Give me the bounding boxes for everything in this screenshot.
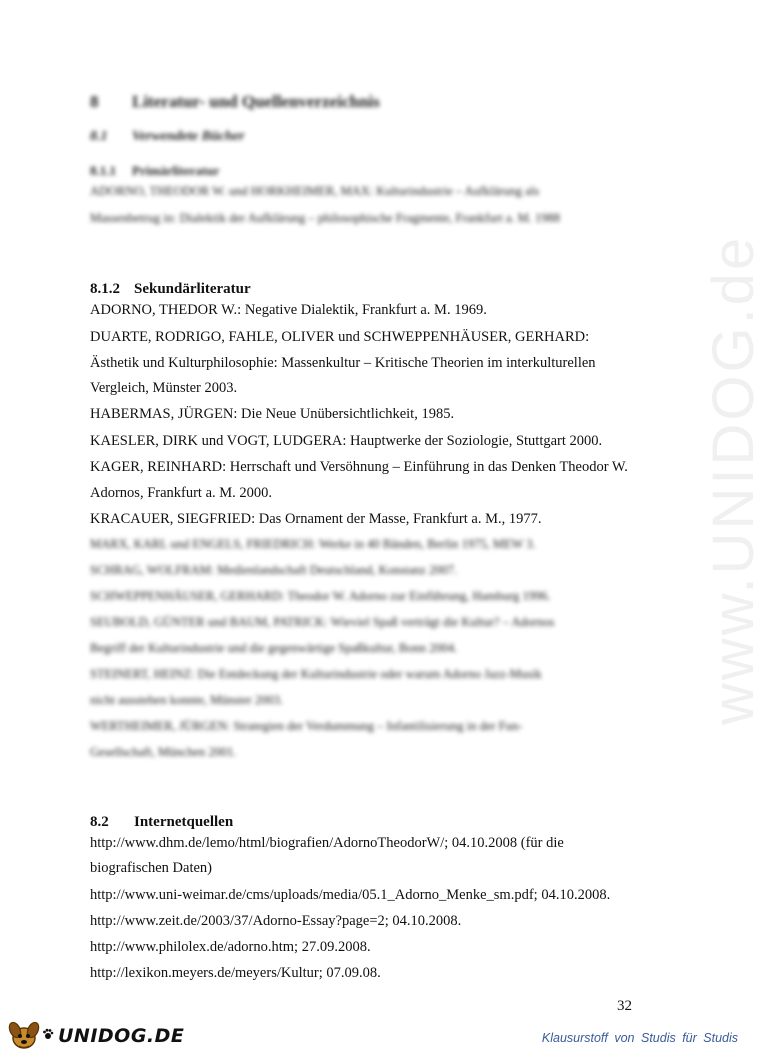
blurred-entry: STEINERT, HEINZ: Die Entdeckung der Kulturindustrie oder warum Adorno Jazz-Musik xyxy=(90,667,542,681)
internet-source: http://www.uni-weimar.de/cms/uploads/media/05.1_Adorno_Menke_sm.pdf; 04.10.2008. xyxy=(90,887,611,903)
footer-logo xyxy=(6,1016,184,1056)
heading-number: 8 xyxy=(90,92,99,111)
bibliography-entry: Ästhetik und Kulturphilosophie: Massenkultur – Kritische Theorien im interkulturellen xyxy=(90,355,596,371)
bibliography-entry: Adornos, Frankfurt a. M. 2000. xyxy=(90,485,273,501)
bibliography-entry: KAGER, REINHARD: Herrschaft und Versöhnung – Einführung in das Denken Theodor W. xyxy=(90,459,628,475)
blurred-entry: SCHWEPPENHÄUSER, GERHARD: Theodor W. Adorno zur Einführung, Hamburg 1996. xyxy=(90,589,551,603)
bibliography-entry: ADORNO, THEDOR W.: Negative Dialektik, Frankfurt a. M. 1969. xyxy=(90,302,487,318)
bibliography-entry: Vergleich, Münster 2003. xyxy=(90,380,238,396)
primary-number: 8.1.1 xyxy=(90,163,116,178)
heading-internet xyxy=(90,814,233,831)
heading-secondary xyxy=(90,281,251,298)
blurred-entry: WERTHEIMER, JÜRGEN: Strategien der Verdummung – Infantilisierung in der Fun- xyxy=(90,719,523,733)
secondary-title: Sekundärliteratur xyxy=(134,281,251,297)
blurred-entry: Gesellschaft, München 2001. xyxy=(90,745,237,759)
primary-line: Massenbetrug in: Dialektik der Aufklärung – philosophische Fragmente, Frankfurt a. M. 1988 xyxy=(90,211,561,225)
bibliography-entry: KAESLER, DIRK und VOGT, LUDGERA: Hauptwerke der Soziologie, Stuttgart 2000. xyxy=(90,433,603,449)
internet-title: Internetquellen xyxy=(134,814,234,830)
internet-source: http://www.zeit.de/2003/37/Adorno-Essay?page=2; 04.10.2008. xyxy=(90,913,462,929)
logo-text: UNIDOG.DE xyxy=(58,1025,185,1047)
blurred-entry: SCHRAG, WOLFRAM: Medienlandschaft Deutschland, Konstanz 2007. xyxy=(90,563,458,577)
blurred-entry: Begriff der Kulturindustrie und die gegenwärtige Spaßkultur, Bonn 2004. xyxy=(90,641,458,655)
bibliography-entry: HABERMAS, JÜRGEN: Die Neue Unübersichtlichkeit, 1985. xyxy=(90,406,455,422)
internet-source: biografischen Daten) xyxy=(90,860,212,876)
watermark-text: www.UNIDOG.de xyxy=(701,234,766,725)
subheading-books xyxy=(90,129,244,145)
heading-title: Literatur- und Quellenverzeichnis xyxy=(132,92,380,111)
heading-primary xyxy=(90,163,219,179)
bibliography-entry: KRACAUER, SIEGFRIED: Das Ornament der Masse, Frankfurt a. M., 1977. xyxy=(90,511,542,527)
bibliography-entry: DUARTE, RODRIGO, FAHLE, OLIVER und SCHWEPPENHÄUSER, GERHARD: xyxy=(90,329,590,345)
subheading-title: Verwendete Bücher xyxy=(132,129,245,144)
paw-icon xyxy=(42,1027,54,1045)
secondary-number: 8.1.2 xyxy=(90,281,120,297)
internet-source: http://www.philolex.de/adorno.htm; 27.09.2008. xyxy=(90,939,371,955)
internet-source: http://www.dhm.de/lemo/html/biografien/AdornoTheodorW/; 04.10.2008 (für die xyxy=(90,835,564,851)
subheading-number: 8.1 xyxy=(90,129,108,144)
heading-literature xyxy=(90,92,380,112)
internet-number: 8.2 xyxy=(90,814,109,830)
page-number: 32 xyxy=(617,998,632,1014)
footer-tagline: Klausurstoff von Studis für Studis xyxy=(541,1031,738,1045)
internet-source: http://lexikon.meyers.de/meyers/Kultur; 07.09.08. xyxy=(90,965,381,981)
primary-line: ADORNO, THEODOR W. und HORKHEIMER, MAX: Kulturindustrie – Aufklärung als xyxy=(90,184,540,198)
primary-title: Primärliteratur xyxy=(132,163,220,178)
blurred-entry: MARX, KARL und ENGELS, FRIEDRICH: Werke in 40 Bänden, Berlin 1975, MEW 3. xyxy=(90,537,536,551)
blurred-entry: SEUBOLD, GÜNTER und BAUM, PATRICK: Wieviel Spaß verträgt die Kultur? – Adornos xyxy=(90,615,555,629)
blurred-entry: nicht ausstehen konnte, Münster 2003. xyxy=(90,693,284,707)
watermark xyxy=(640,234,766,745)
dog-mascot-icon xyxy=(6,1016,42,1057)
